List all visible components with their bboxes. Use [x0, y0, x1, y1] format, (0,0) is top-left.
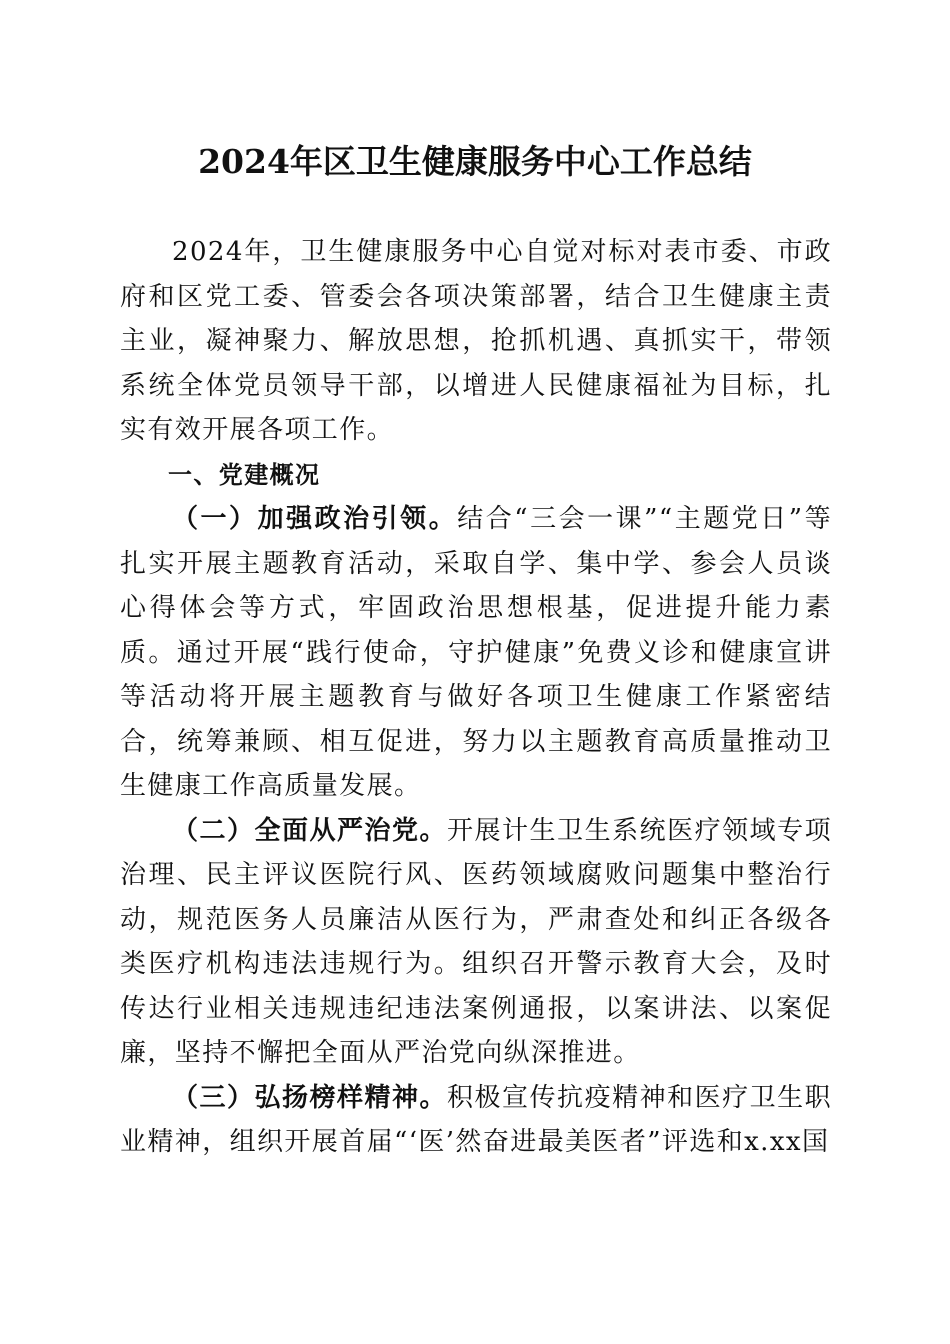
paragraph-text: 积极宣传抗疫精神和医疗卫生职业精神，组织开展首届“‘医’然奋进最美医者”评选和x.xx国: [120, 1082, 832, 1157]
section-heading-party-building: 一、党建概况: [168, 460, 321, 489]
paragraph-text: 开展计生卫生系统医疗领域专项治理、民主评议医院行风、医药领域腐败问题集中整治行动，规范医务人员廉洁从医行为，严肃查处和纠正各级各类医疗机构违法违规行为。组织召开警示教育大会，及时传达行业相关违规违纪违法案例通报，以案讲法、以案促廉，坚持不懈把全面从严治党向纵深推进。: [120, 815, 832, 1068]
paragraph-strict-governance: [120, 809, 832, 1076]
paragraph-lead: （一）加强政治引领。: [172, 504, 458, 534]
paragraph-lead: （二）全面从严治党。: [172, 815, 448, 846]
paragraph-role-models: [120, 1076, 832, 1165]
document-title: 2024年区卫生健康服务中心工作总结: [198, 142, 752, 181]
document-body: [120, 230, 832, 1165]
paragraph-lead: （三）弘扬榜样精神。: [172, 1082, 448, 1113]
paragraph-text: 结合“三会一课”“主题党日”等扎实开展主题教育活动，采取自学、集中学、参会人员谈心得体会等方式，牢固政治思想根基，促进提升能力素质。通过开展“践行使命，守护健康”免费义诊和健康宣讲等活动将开展主题教育与做好各项卫生健康工作紧密结合，统筹兼顾、相互促进，努力以主题教育高质量推动卫生健康工作高质量发展。: [120, 504, 832, 801]
paragraph-political-leadership: [120, 497, 832, 809]
intro-paragraph: 2024年，卫生健康服务中心自觉对标对表市委、市政府和区党工委、管委会各项决策部署，结合卫生健康主责主业，凝神聚力、解放思想，抢抓机遇、真抓实干，带领系统全体党员领导干部，以增进人民健康福祉为目标，扎实有效开展各项工作。: [120, 237, 832, 445]
